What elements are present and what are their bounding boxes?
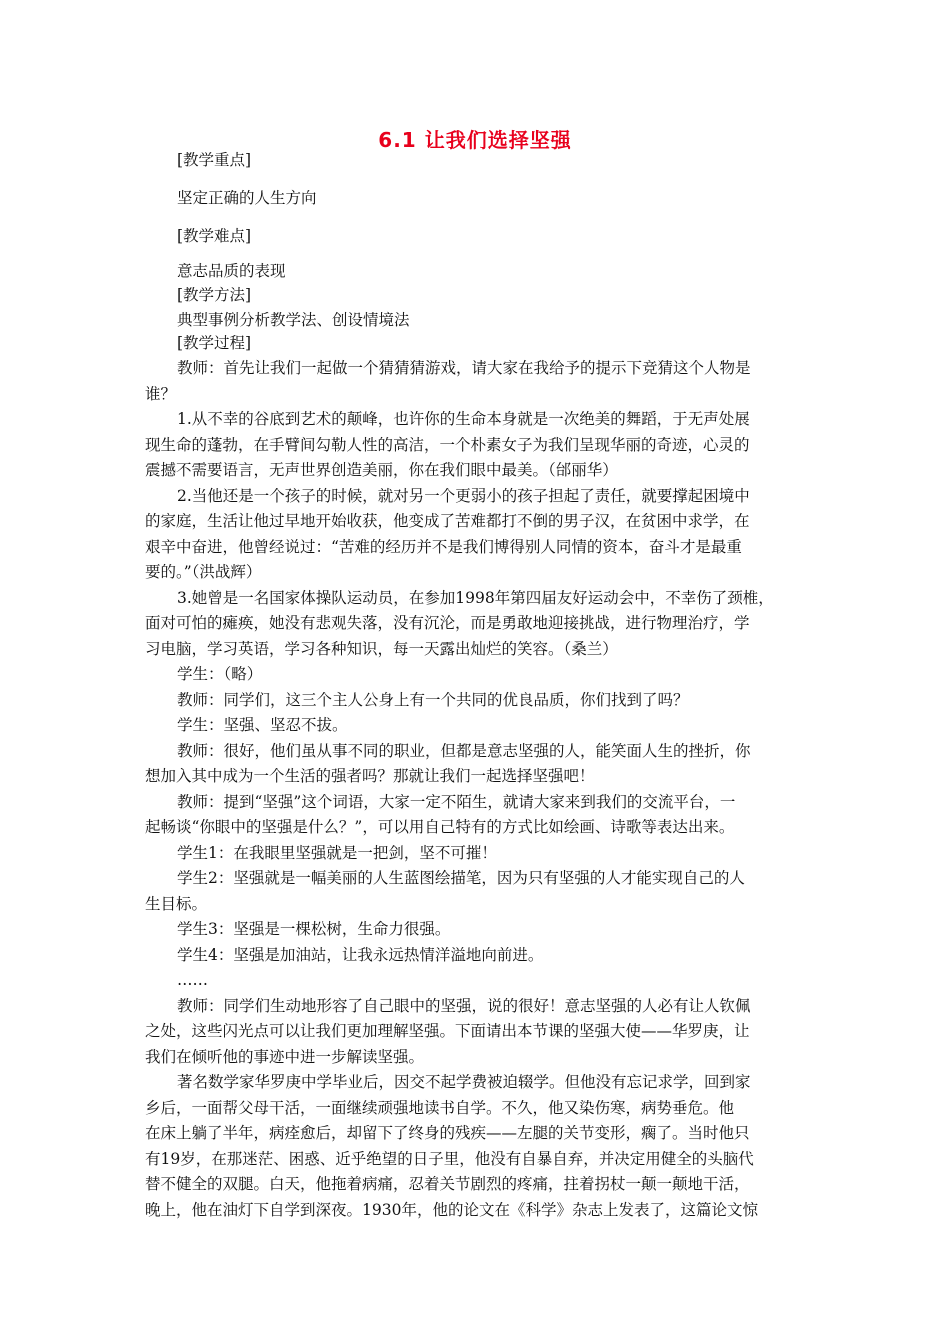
paragraph-line: 晚上，他在油灯下自学到深夜。1930年，他的论文在《科学》杂志上发表了，这篇论文惊 — [145, 1200, 758, 1219]
paragraph-line: 2.当他还是一个孩子的时候，就对另一个更弱小的孩子担起了责任，就要撑起困境中 — [177, 486, 750, 505]
paragraph-line: 想加入其中成为一个生活的强者吗？那就让我们一起选择坚强吧！ — [145, 767, 595, 785]
paragraph-line: 学生3：坚强是一棵松树，生命力很强。 — [177, 920, 451, 938]
paragraph-line: 替不健全的双腿。白天，他拖着病痛，忍着关节剧烈的疼痛，拄着拐杖一颠一颠地干活， — [145, 1175, 750, 1193]
teaching-focus-label: [教学重点] — [177, 151, 252, 169]
paragraph-line: 教师：提到“坚强”这个词语，大家一定不陌生，就请大家来到我们的交流平台，一 — [177, 792, 736, 811]
paragraph-line: 教师：很好，他们虽从事不同的职业，但都是意志坚强的人，能笑面人生的挫折，你 — [177, 741, 751, 760]
paragraph-line: 学生：（略） — [177, 665, 263, 683]
paragraph-line: 教师：同学们，这三个主人公身上有一个共同的优良品质，你们找到了吗？ — [177, 690, 689, 709]
paragraph-line: 的家庭，生活让他过早地开始收获，他变成了苦难都打不倒的男子汉，在贫困中求学，在 — [145, 512, 750, 530]
teaching-method-label: [教学方法] — [177, 286, 252, 304]
paragraph-line: 震撼不需要语言，无声世界创造美丽，你在我们眼中最美。（邰丽华） — [145, 461, 618, 479]
paragraph-line: 学生1：在我眼里坚强就是一把剑，坚不可摧！ — [177, 843, 497, 862]
page-title: 6.1 让我们选择坚强 — [378, 128, 572, 152]
paragraph-line: 艰辛中奋进，他曾经说过：“苦难的经历并不是我们博得别人同情的资本，奋斗才是最重 — [145, 537, 742, 556]
paragraph-line: 之处，这些闪光点可以让我们更加理解坚强。下面请出本节课的坚强大使——华罗庚，让 — [145, 1022, 750, 1040]
paragraph-line: 要的。”（洪战辉） — [145, 563, 262, 581]
paragraph-line: 习电脑，学习英语，学习各种知识，每一天露出灿烂的笑容。（桑兰） — [145, 639, 618, 658]
teaching-method-text: 典型事例分析教学法、创设情境法 — [177, 311, 410, 329]
paragraph-line: 3.她曾是一名国家体操队运动员，在参加1998年第四届友好运动会中，不幸伤了颈椎， — [177, 588, 774, 607]
paragraph-line: 1.从不幸的谷底到艺术的颠峰，也许你的生命本身就是一次绝美的舞蹈，于无声处展 — [177, 410, 750, 428]
lesson-body — [145, 356, 817, 1223]
teaching-difficulty-label: [教学难点] — [177, 227, 252, 245]
paragraph-line: 学生4：坚强是加油站，让我永远热情洋溢地向前进。 — [177, 945, 544, 964]
ellipsis-line: …… — [177, 971, 208, 989]
paragraph-line: 在床上躺了半年，病痊愈后，却留下了终身的残疾——左腿的关节变形，瘸了。当时他只 — [145, 1124, 750, 1142]
paragraph-line: 学生：坚强、坚忍不拔。 — [177, 716, 348, 734]
paragraph-line: 有19岁，在那迷茫、困惑、近乎绝望的日子里，他没有自暴自弃，并决定用健全的头脑代 — [145, 1149, 754, 1168]
paragraph-line: 学生2：坚强就是一幅美丽的人生蓝图绘描笔，因为只有坚强的人才能实现自己的人 — [177, 869, 745, 887]
teaching-process-label: [教学过程] — [177, 334, 252, 352]
paragraph-line: 著名数学家华罗庚中学毕业后，因交不起学费被迫辍学。但他没有忘记求学，回到家 — [177, 1073, 751, 1091]
teaching-difficulty-text: 意志品质的表现 — [177, 262, 286, 280]
paragraph-line: 生目标。 — [145, 894, 208, 913]
teaching-focus-text: 坚定正确的人生方向 — [177, 189, 317, 207]
paragraph-line: 谁？ — [145, 384, 177, 403]
paragraph-line: 教师：首先让我们一起做一个猜猜猜游戏，请大家在我给予的提示下竞猜这个人物是 — [177, 359, 751, 377]
paragraph-line: 面对可怕的瘫痪，她没有悲观失落，没有沉沦，而是勇敢地迎接挑战，进行物理治疗，学 — [145, 614, 750, 632]
paragraph-line: 我们在倾听他的事迹中进一步解读坚强。 — [145, 1047, 425, 1066]
paragraph-line: 起畅谈“你眼中的坚强是什么？”，可以用自己特有的方式比如绘画、诗歌等表达出来。 — [145, 818, 735, 836]
paragraph-line: 现生命的蓬勃，在手臂间勾勒人性的高洁，一个朴素女子为我们呈现华丽的奇迹，心灵的 — [145, 435, 750, 454]
paragraph-line: 教师：同学们生动地形容了自己眼中的坚强，说的很好！意志坚强的人必有让人钦佩 — [177, 996, 751, 1015]
paragraph-line: 乡后，一面帮父母干活，一面继续顽强地读书自学。不久，他又染伤寒，病势垂危。他 — [145, 1098, 735, 1117]
